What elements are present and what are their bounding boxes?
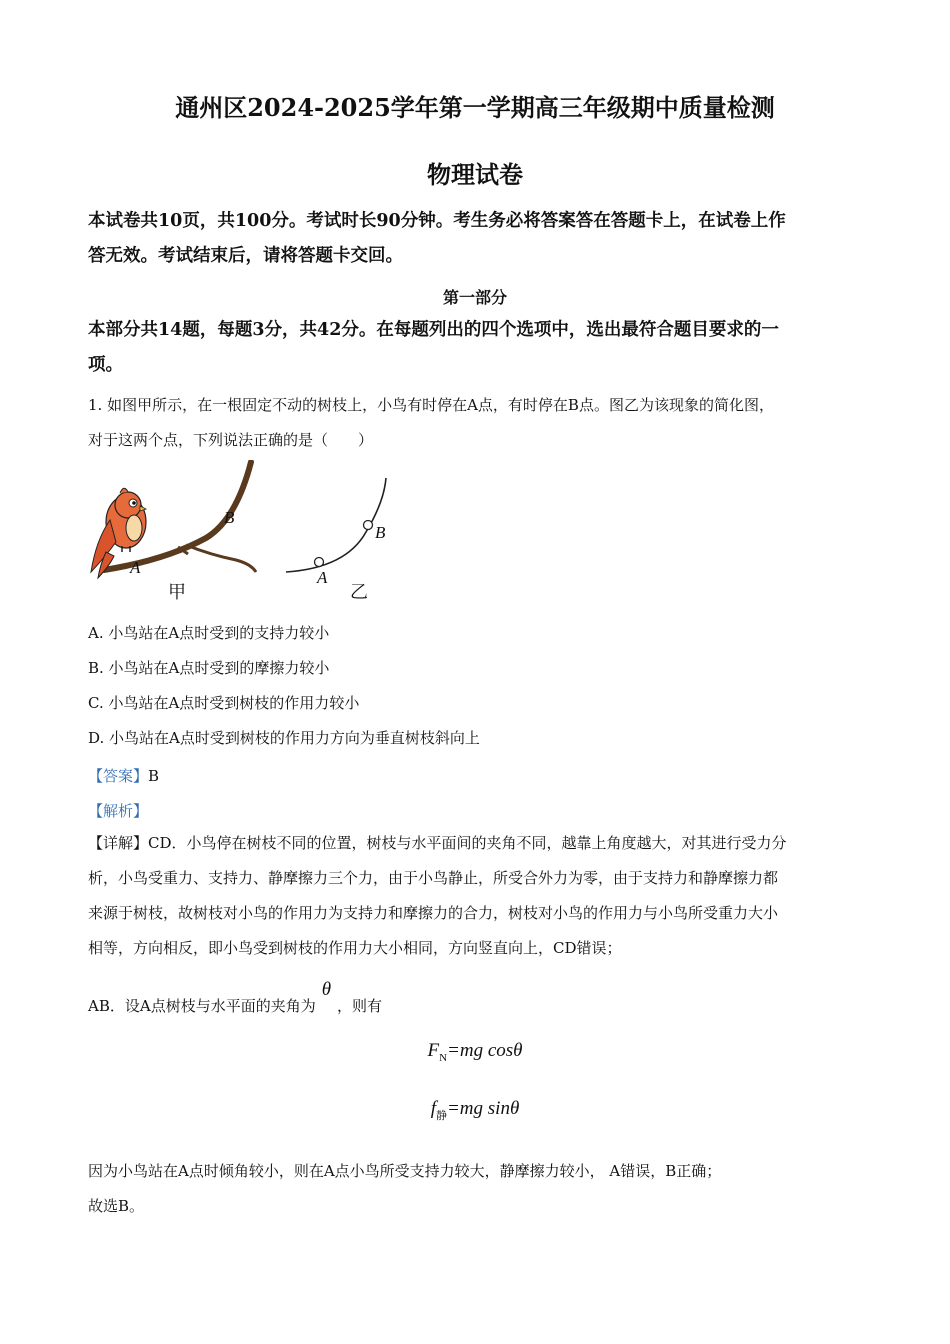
figure-caption-left: 甲 xyxy=(168,582,186,603)
part-description-line-2: 项。 xyxy=(88,355,123,375)
figure-caption-right: 乙 xyxy=(350,582,368,603)
conclusion-line: 因为小鸟站在A点时倾角较小，则在A点小鸟所受支持力较大，静摩擦力较小， A错误，B正确； xyxy=(88,1162,722,1180)
detail-label: 【详解】 xyxy=(88,834,149,852)
document-title: 通州区2024-2025学年第一学期高三年级期中质量检测 xyxy=(175,93,775,122)
detail-line-1: CD．小鸟停在树枝不同的位置，树枝与水平面间的夹角不同，越靠上角度越大，对其进行受力分 xyxy=(148,834,787,852)
ab-line xyxy=(88,979,383,1017)
instructions xyxy=(88,204,868,274)
question-stem-line-1: 1. 如图甲所示，在一根固定不动的树枝上，小鸟有时停在A点，有时停在B点。图乙为该现象的简化图， xyxy=(88,396,774,414)
ab-prefix: AB．设A点树枝与水平面的夹角为 xyxy=(88,997,316,1015)
document-subtitle: 物理试卷 xyxy=(427,160,523,189)
option-b: B. 小鸟站在A点时受到的摩擦力较小 xyxy=(88,659,330,677)
point-a-marker xyxy=(315,558,324,567)
part-description xyxy=(88,313,868,383)
detail-line-3: 来源于树枝，故树枝对小鸟的作用力为支持力和摩擦力的合力，树枝对小鸟的作用力与小鸟所受重力大小 xyxy=(88,904,779,922)
equation-friction: $f_静=mg$ sinθ xyxy=(430,1098,520,1122)
instructions-line-1: 本试卷共10页，共100分。考试时长90分钟。考生务必将答案答在答题卡上，在试卷上作 xyxy=(88,211,786,231)
part-description-line-1: 本部分共14题，每题3分，共42分。在每题列出的四个选项中，选出最符合题目要求的一 xyxy=(88,320,779,340)
question-stem xyxy=(88,388,868,458)
analysis-label: 【解析】 xyxy=(88,802,149,820)
theta-symbol: θ xyxy=(321,979,332,1000)
ab-suffix: ，则有 xyxy=(337,997,383,1015)
detail-paragraph xyxy=(88,826,868,966)
figure-label-b-right: B xyxy=(375,523,386,542)
options-list xyxy=(88,616,868,756)
point-b-marker xyxy=(364,521,373,530)
figure-svg xyxy=(86,460,406,610)
detail-line-2: 析，小鸟受重力、支持力、静摩擦力三个力，由于小鸟静止，所受合外力为零，由于支持力和静摩擦力都 xyxy=(88,869,779,887)
figure-label-a-right: A xyxy=(317,568,328,587)
instructions-line-2: 答无效。考试结束后，请将答题卡交回。 xyxy=(88,246,403,266)
option-d: D. 小鸟站在A点时受到树枝的作用力方向为垂直树枝斜向上 xyxy=(88,729,480,747)
figure-label-a-left: A xyxy=(130,558,141,577)
detail-line-4: 相等，方向相反，即小鸟受到树枝的作用力大小相同，方向竖直向上，CD错误； xyxy=(88,939,622,957)
answer-label: 【答案】 xyxy=(88,767,149,785)
answer-line xyxy=(88,765,159,786)
final-answer-line: 故选B。 xyxy=(88,1197,145,1215)
option-a: A. 小鸟站在A点时受到的支持力较小 xyxy=(88,624,330,642)
question-stem-line-2: 对于这两个点，下列说法正确的是（ ） xyxy=(88,431,374,449)
twig-icon xyxy=(186,545,256,572)
answer-value: B xyxy=(148,767,160,785)
figure-label-b-left: B xyxy=(224,508,235,527)
option-c: C. 小鸟站在A点时受到树枝的作用力较小 xyxy=(88,694,360,712)
part-title: 第一部分 xyxy=(442,288,507,307)
question-figure xyxy=(86,460,406,614)
equation-normal-force: $F_N=mg$ cosθ xyxy=(427,1040,523,1064)
